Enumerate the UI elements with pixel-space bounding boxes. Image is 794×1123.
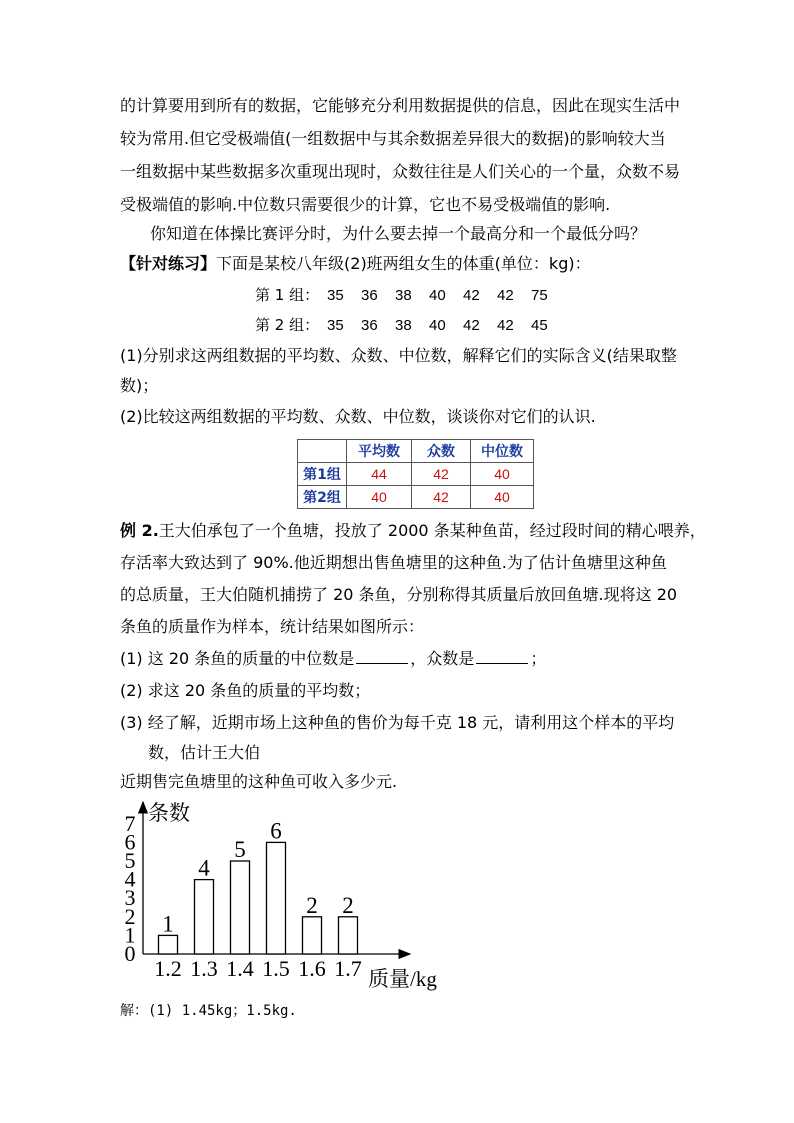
table-cell: 40 xyxy=(471,486,534,509)
table-header-corner xyxy=(298,440,347,463)
group-2-value: 38 xyxy=(395,317,412,334)
bar xyxy=(339,917,358,954)
practice-tag: 【针对练习】 xyxy=(120,254,217,273)
bar-value-label: 2 xyxy=(306,892,318,918)
bar xyxy=(159,935,178,954)
table-header-mode: 众数 xyxy=(412,440,471,463)
table-row xyxy=(298,486,534,509)
practice-q2: (2)比较这两组数据的平均数、众数、中位数，谈谈你对它们的认识. xyxy=(120,407,596,426)
y-tick-label: 1 xyxy=(124,922,136,948)
example-q3-line-1: (3) 经了解，近期市场上这种鱼的售价为每千克 18 元，请利用这个样本的平均 xyxy=(120,713,675,732)
practice-description: 下面是某校八年级(2)班两组女生的体重(单位：kg)： xyxy=(216,254,591,273)
practice-q1-line-2: 数)； xyxy=(120,376,159,395)
group-1-label: 第 1 组： xyxy=(255,286,320,304)
y-ticks xyxy=(125,811,136,966)
group-2-value: 40 xyxy=(429,317,446,334)
group-2-data xyxy=(255,315,565,336)
example-title: 例 2. xyxy=(120,521,159,540)
x-tick-label: 1.5 xyxy=(262,956,290,981)
group-1-data xyxy=(255,285,565,306)
group-1-value: 36 xyxy=(361,287,378,304)
group-2-value: 36 xyxy=(361,317,378,334)
answer-blank-median[interactable] xyxy=(356,649,408,664)
table-row-label: 第1组 xyxy=(298,463,347,486)
group-1-value: 75 xyxy=(531,287,548,304)
bar-value-label: 4 xyxy=(198,855,210,881)
group-1-value: 42 xyxy=(497,287,514,304)
table-header-mean: 平均数 xyxy=(347,440,412,463)
table-cell: 42 xyxy=(412,486,471,509)
bar xyxy=(231,861,250,954)
x-tick-label: 1.3 xyxy=(190,956,218,981)
example-line-2: 存活率大致达到了 90%.他近期想出售鱼塘里的这种鱼.为了估计鱼塘里这种鱼 xyxy=(120,553,667,572)
table-header-row xyxy=(298,440,534,463)
intro-line-2: 较为常用.但它受极端值(一组数据中与其余数据差异很大的数据)的影响较大当 xyxy=(120,129,666,148)
intro-line-1: 的计算要用到所有的数据，它能够充分利用数据提供的信息，因此在现实生活中 xyxy=(120,96,681,115)
answer-blank-mode[interactable] xyxy=(476,649,528,664)
table-cell: 44 xyxy=(347,463,412,486)
example-q3-line-2: 数，估计王大伯 xyxy=(148,743,261,762)
bar xyxy=(303,917,322,954)
example-line-1 xyxy=(120,521,706,541)
example-line-3: 的总质量，王大伯随机捕捞了 20 条鱼，分别称得其质量后放回鱼塘.现将这 20 xyxy=(120,585,678,604)
intro-line-4: 受极端值的影响.中位数只需要很少的计算，它也不易受极端值的影响. xyxy=(120,195,611,214)
x-tick-label: 1.7 xyxy=(334,956,362,981)
x-ticks xyxy=(154,956,362,981)
bar-value-labels xyxy=(162,818,354,936)
y-tick-label: 3 xyxy=(124,885,136,911)
group-1-value: 42 xyxy=(463,287,480,304)
bar-value-label: 1 xyxy=(162,911,174,937)
table-row-label: 第2组 xyxy=(298,486,347,509)
intro-question: 你知道在体操比赛评分时，为什么要去掉一个最高分和一个最低分吗？ xyxy=(150,224,647,243)
example-q1-prefix: (1) 这 20 条鱼的质量的中位数是 xyxy=(120,649,355,668)
bar xyxy=(267,842,286,954)
group-2-value: 45 xyxy=(531,317,548,334)
practice-heading xyxy=(120,254,591,274)
group-2-value: 42 xyxy=(497,317,514,334)
practice-q1-line-1: (1)分别求这两组数据的平均数、众数、中位数，解释它们的实际含义(结果取整 xyxy=(120,346,677,365)
table-header-median: 中位数 xyxy=(471,440,534,463)
example-q3-line-3: 近期售完鱼塘里的这种鱼可收入多少元. xyxy=(120,772,398,791)
bars xyxy=(159,842,358,954)
group-1-value: 40 xyxy=(429,287,446,304)
fish-weight-bar-chart xyxy=(118,794,458,994)
example-line-4: 条鱼的质量作为样本，统计结果如图所示： xyxy=(120,617,425,636)
example-text: 王大伯承包了一个鱼塘，投放了 2000 条某种鱼苗，经过段时间的精心喂养， xyxy=(158,521,706,540)
bar xyxy=(195,880,214,954)
example-q1-middle: ，众数是 xyxy=(410,649,475,668)
x-tick-label: 1.6 xyxy=(298,956,326,981)
y-tick-label: 5 xyxy=(124,848,136,873)
y-tick-label: 4 xyxy=(124,866,136,892)
y-tick-label: 7 xyxy=(124,810,136,836)
bar-value-label: 6 xyxy=(270,818,282,844)
bar-value-label: 5 xyxy=(234,837,246,862)
group-1-value: 38 xyxy=(395,287,412,304)
x-axis-label: 质量/kg xyxy=(368,967,437,991)
intro-line-3: 一组数据中某些数据多次重现出现时，众数往往是人们关心的一个量，众数不易 xyxy=(120,162,681,181)
group-1-value: 35 xyxy=(327,287,344,304)
example-q2: (2) 求这 20 条鱼的质量的平均数； xyxy=(120,681,371,700)
example-q1-end: ； xyxy=(530,649,547,668)
y-axis-label: 条数 xyxy=(148,801,190,825)
table-cell: 42 xyxy=(412,463,471,486)
group-2-value: 35 xyxy=(327,317,344,334)
x-tick-label: 1.2 xyxy=(154,956,182,981)
y-tick-label: 6 xyxy=(124,829,136,855)
group-2-value: 42 xyxy=(463,317,480,334)
stats-table xyxy=(297,439,534,509)
solution-text: 解：(1) 1.45kg；1.5kg. xyxy=(120,1003,297,1019)
bar-value-label: 2 xyxy=(342,892,354,918)
y-tick-label: 0 xyxy=(124,941,136,966)
table-cell: 40 xyxy=(471,463,534,486)
table-cell: 40 xyxy=(347,486,412,509)
y-tick-label: 2 xyxy=(124,903,136,929)
table-row xyxy=(298,463,534,486)
x-tick-label: 1.4 xyxy=(226,956,254,981)
example-q1 xyxy=(120,649,546,669)
group-2-label: 第 2 组： xyxy=(255,316,320,334)
